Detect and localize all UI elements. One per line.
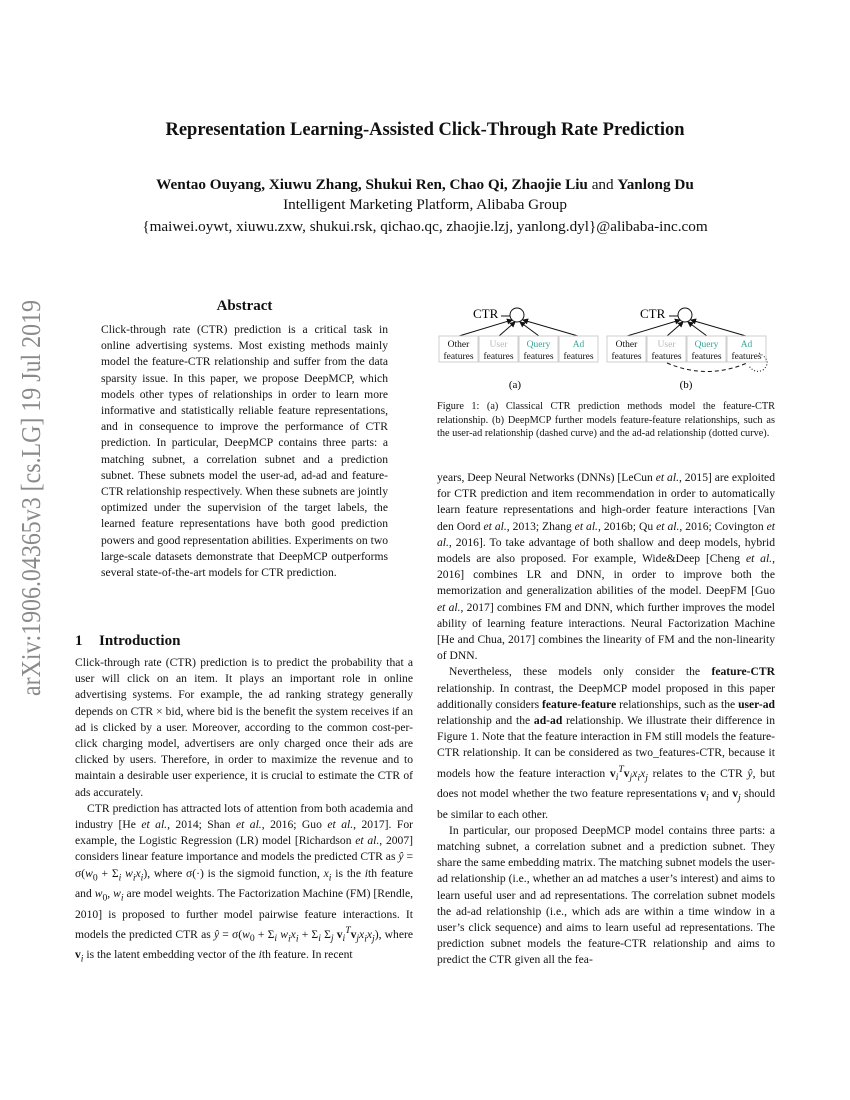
arxiv-identifier [2,296,50,696]
abstract-text: Click-through rate (CTR) prediction is a critical task in online advertising systems. Most existing methods mainly model the feature-CTR relationship and suffer from the data sparsity issue. In this paper, we propose DeepMCP, which models other types of relationships in order to learn more informative and statistically reliable feature representations, and in consequence to improve the performance of CTR prediction. In particular, DeepMCP contains three parts: a matching subnet, a correlation subnet and a prediction subnet. These subnets model the user-ad, ad-ad and feature-CTR relationship respectively. When these subnets are jointly optimized under the supervision of the target labels, the learned feature representations have both good prediction powers and good representation abilities. Experiments on two large-scale datasets demonstrate that DeepMCP outperforms several state-of-the-art models for CTR prediction. [101,323,388,580]
left-column-body [75,655,413,968]
authors-main: Wentao Ouyang, Xiuwu Zhang, Shukui Ren, Chao Qi, Zhaojie Liu [156,176,588,193]
feature-box-label-a-3: Query [526,340,551,350]
arrow-b-1 [627,320,680,336]
figure-1-caption: Figure 1: (a) Classical CTR prediction methods model the feature-CTR relationship. (b) DeepMCP further models feature-feature relationships, such as the user-ad relationship (dashed curve) and the ad-ad relationship (dotted curve). [437,401,775,440]
feature-box-label-b-2: User [657,340,676,350]
feature-box-sub-b-4: features [731,352,762,362]
feature-box-label-a-4: Ad [572,340,585,350]
section-number: 1 [75,633,83,649]
panel-a [439,306,598,391]
arrow-b-2 [667,322,683,336]
feature-box-label-b-1: Other [615,340,638,350]
authors-last: Yanlong Du [617,176,694,193]
section-heading [75,633,180,650]
intro-paragraph-2: CTR prediction has attracted lots of attention from both academia and industry [He et al., 2014; Shan et al., 2016; Guo et al., 2017]. For example, the Logistic Regression (LR) model [Richardson et al., 2007] considers linear feature importance and models the predicted CTR as ŷ = $\sigma(w_0 + \Sigma_i$ $w_ix_i$), where σ(·) is the sigmoid function, $x_i$ is the ith feature and $w_0$, $w_i$ are model weights. The Factorization Machine (FM) [Rendle, 2010] is proposed to further model pairwise feature interactions. It models the predicted CTR as ŷ = $\sigma(w_0 + \Sigma_i$ $w_ix_i + \Sigma_i$ $\Sigma_j$ $v_i^Tv_jx_ix_j$), where $v_i$ is the latent embedding vector of the ith feature. In recent [75,801,414,965]
feature-box-label-b-4: Ad [740,340,753,350]
figure-1-diagram [437,298,775,398]
feature-box-label-a-1: Other [447,340,470,350]
ctr-node-b [678,308,692,322]
ctr-label-a: CTR [473,306,499,321]
subfigure-a-label: (a) [508,379,522,391]
authors-and: and [587,176,618,193]
arrow-b-4 [691,320,746,336]
arxiv-id-text: arXiv:1906.04365v3 [cs.LG] 19 Jul 2019 [15,296,46,696]
panel-b [607,306,767,391]
affiliation: Intelligent Marketing Platform, Alibaba Group [283,196,567,213]
arrow-a-1 [459,320,512,336]
feature-box-label-a-2: User [489,340,508,350]
arrow-a-4 [523,320,578,336]
section-title: Introduction [99,633,181,649]
paper-title: Representation Learning-Assisted Click-Through Rate Prediction [165,120,685,140]
feature-box-sub-a-4: features [563,352,594,362]
ctr-node-a [510,308,524,322]
feature-box-sub-a-3: features [523,352,554,362]
user-ad-dashed-curve [667,363,747,372]
abstract-heading: Abstract [216,298,273,314]
intro-paragraph-3: years, Deep Neural Networks (DNNs) [LeCun et al., 2015] are exploited for CTR prediction and item recommendation in order to automatically learn feature representations and high-order feature interactions [Van den Oord et al., 2013; Zhang et al., 2016b; Qu et al., 2016; Covington et al., 2016]. To take advantage of both shallow and deep models, hybrid models are also proposed. For example, Wide&Deep [Cheng et al., 2016] combines LR and DNN, in order to improve both the memorization and generalization abilities of the model. DeepFM [Guo et al., 2017] combines FM and DNN, which further improves the model ability of learning feature interactions. Neural Factorization Machine [He and Chua, 2017] combines the linearity of FM and the non-linearity of DNN. [437,471,776,663]
feature-box-sub-b-1: features [611,352,642,362]
right-column-body [437,470,775,969]
intro-paragraph-1: Click-through rate (CTR) prediction is to predict the probability that a user will click on an item. It plays an important role in online advertising systems. For example, the ad ranking strategy generally depends on CTR × bid, where bid is the benefit the system receives if an ad is clicked by a user. Moreover, according to the common cost-per-click charging model, advertisers are only charged once their ads are clicked by users. Therefore, in order to maximize the revenue and to maintain a desirable user experience, it is crucial to estimate the CTR of ads accurately. [75,656,413,799]
feature-box-label-b-3: Query [694,340,719,350]
subfigure-b-label: (b) [679,379,693,391]
feature-box-sub-a-2: features [483,352,514,362]
figure-1 [437,298,775,398]
feature-box-sub-b-2: features [651,352,682,362]
author-list [0,176,850,194]
ctr-label-b: CTR [640,306,666,321]
feature-box-sub-a-1: features [443,352,474,362]
intro-paragraph-5: In particular, our proposed DeepMCP model contains three parts: a matching subnet, a correlation subnet and a prediction subnet. They share the same embedding matrix. The matching subnet models the user-ad relationship (i.e., whether an ad matches a user’s interest) and aims to learn useful user and ad representations. The correlation subnet models the ad-ad relationship (i.e., which ads are within a time window in a user’s click sequence) and aims to learn useful ad representations. The prediction subnet models the feature-CTR relationship and aims to predict the CTR given all the fea- [437,823,775,967]
feature-box-sub-b-3: features [691,352,722,362]
author-emails: {maiwei.oywt, xiuwu.zxw, shukui.rsk, qichao.qc, zhaojie.lzj, yanlong.dyl}@alibaba-inc.com [142,218,708,235]
intro-paragraph-4: Nevertheless, these models only consider the feature-CTR relationship. In contrast, the DeepMCP model proposed in this paper additionally considers feature-feature relationships, such as the user-ad relationship and the ad-ad relationship. We illustrate their difference in Figure 1. Note that the feature interaction in FM still models the feature-CTR relationship. It can be considered as two_features-CTR, because it models how the feature interaction $v_i^Tv_jx_ix_j$ relates to the CTR ŷ, but does not model whether the two feature representations $v_i$ and $v_j$ should be similar to each other. [437,665,776,821]
arrow-a-2 [499,322,515,336]
